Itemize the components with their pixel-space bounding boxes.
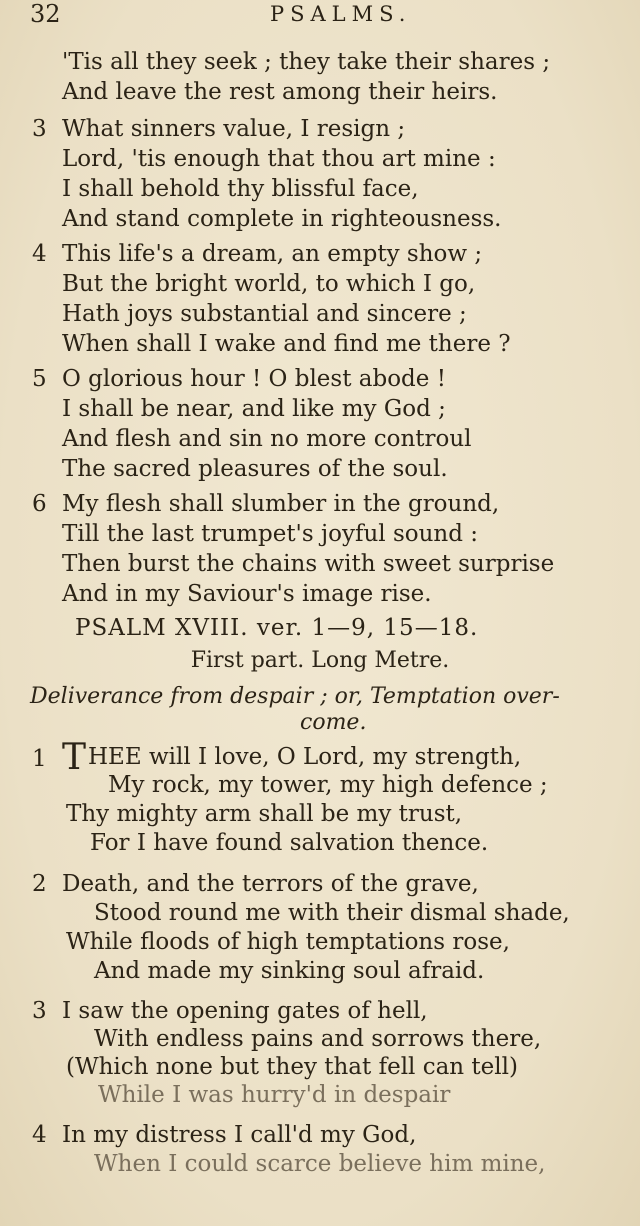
verse-line: And leave the rest among their heirs. — [62, 79, 498, 105]
verse-line: My flesh shall slumber in the ground, — [62, 491, 500, 517]
verse-line: While I was hurry'd in despair — [98, 1082, 451, 1108]
verse-line: I saw the opening gates of hell, — [62, 998, 428, 1024]
verse-line: HEE will I love, O Lord, my strength, — [88, 744, 522, 770]
verse-line: In my distress I call'd my God, — [62, 1122, 417, 1148]
verse-line: And made my sinking soul afraid. — [94, 958, 485, 984]
verse-line: And in my Saviour's image rise. — [62, 581, 432, 607]
stanza-number: 1 — [32, 746, 47, 772]
psalm-heading: PSALM XVIII. ver. 1—9, 15—18. — [75, 615, 479, 641]
verse-line: And stand complete in righteousness. — [62, 206, 502, 232]
stanza-number: 6 — [32, 491, 47, 517]
verse-line: While floods of high temptations rose, — [66, 929, 510, 955]
psalm-subheading: First part. Long Metre. — [190, 648, 450, 673]
running-title: PSALMS. — [270, 2, 412, 26]
verse-line: And flesh and sin no more controul — [62, 426, 472, 452]
verse-line: Lord, 'tis enough that thou art mine : — [62, 146, 496, 172]
verse-line: But the bright world, to which I go, — [62, 271, 476, 297]
verse-line: Stood round me with their dismal shade, — [94, 900, 570, 926]
psalm-subject-cont: come. — [300, 710, 367, 735]
verse-line: The sacred pleasures of the soul. — [62, 456, 448, 482]
verse-line: With endless pains and sorrows there, — [94, 1026, 542, 1052]
verse-line: When shall I wake and find me there ? — [62, 331, 511, 357]
verse-line: Death, and the terrors of the grave, — [62, 871, 479, 897]
verse-line: 'Tis all they seek ; they take their shares ; — [62, 49, 551, 75]
stanza-number: 4 — [32, 1122, 47, 1148]
verse-line: When I could scarce believe him mine, — [94, 1151, 546, 1177]
stanza-number: 3 — [32, 116, 47, 142]
verse-line: Till the last trumpet's joyful sound : — [62, 521, 479, 547]
stanza-number: 4 — [32, 241, 47, 267]
verse-line: Hath joys substantial and sincere ; — [62, 301, 467, 327]
verse-line: (Which none but they that fell can tell) — [66, 1054, 518, 1080]
psalm-subject: Deliverance from despair ; or, Temptation over- — [30, 684, 560, 709]
verse-line: I shall be near, and like my God ; — [62, 396, 446, 422]
drop-cap: T — [62, 737, 87, 778]
stanza-number: 2 — [32, 871, 47, 897]
verse-line: My rock, my tower, my high defence ; — [108, 772, 548, 798]
verse-line: What sinners value, I resign ; — [62, 116, 406, 142]
verse-line: This life's a dream, an empty show ; — [62, 241, 483, 267]
verse-line: For I have found salvation thence. — [90, 830, 489, 856]
verse-line: Then burst the chains with sweet surprise — [62, 551, 555, 577]
page-number: 32 — [30, 0, 61, 28]
stanza-number: 3 — [32, 998, 47, 1024]
verse-line: I shall behold thy blissful face, — [62, 176, 419, 202]
verse-line: O glorious hour ! O blest abode ! — [62, 366, 446, 392]
stanza-number: 5 — [32, 366, 47, 392]
verse-line: Thy mighty arm shall be my trust, — [66, 801, 463, 827]
